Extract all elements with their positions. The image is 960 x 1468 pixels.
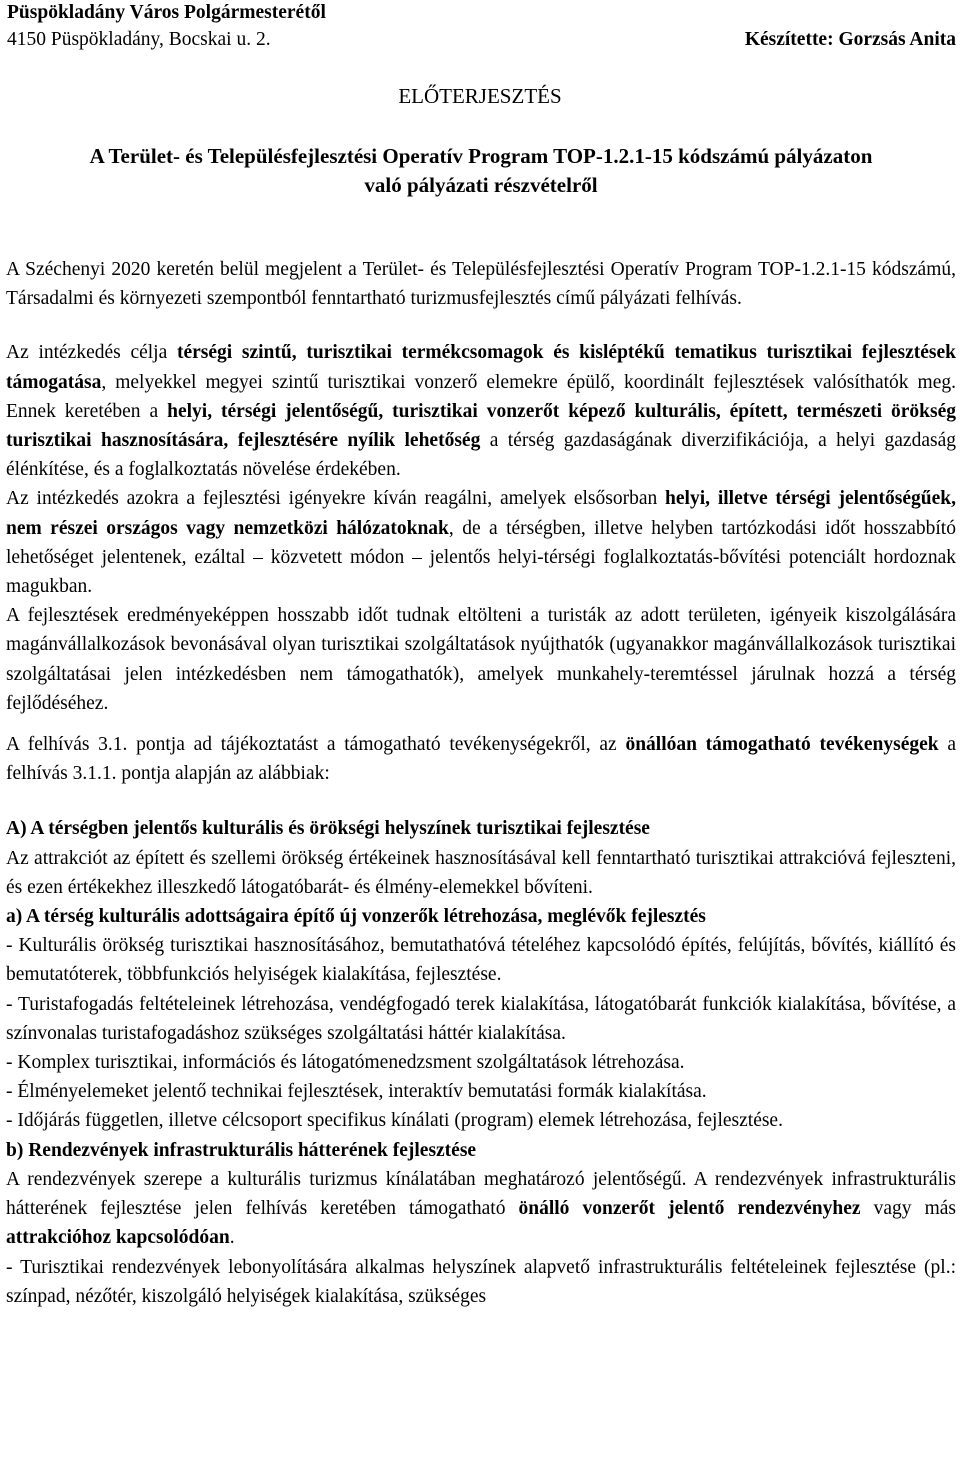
list-item: - Turisztikai rendezvények lebonyolítására alkalmas helyszínek alapvető infrastrukturális feltételeinek fejlesztése (pl.: színpad, nézőtér, kiszolgáló helyiségek kialakítása, szükséges [6, 1256, 956, 1307]
bold-run: helyi, térségi jelentőségű, turisztikai vonzerőt képező kulturális, épített, természeti örökség turisztikai hasznosítására, fejlesztésére nyílik lehetőség [6, 400, 956, 452]
subtitle-line-2: való pályázati részvételről [364, 173, 598, 197]
text-run: A rendezvények szerepe a kulturális turizmus kínálatában meghatározó jelentőségű. A rendezvények infrastrukturális hátterének fejlesztése jelen felhívás keretében támogatható [6, 1168, 956, 1220]
text-run: Az intézkedés azokra a fejlesztési igényekre kíván reagálni, amelyek elsősorban [6, 488, 666, 510]
text-run: vagy más [860, 1198, 956, 1220]
needs-paragraph [6, 484, 956, 601]
subtitle-line-1: A Terület- és Településfejlesztési Operatív Program TOP-1.2.1-15 kódszámú pályázaton [89, 144, 873, 168]
list-item: - Kulturális örökség turisztikai hasznosításához, bemutathatóvá tételéhez kapcsolódó építés, felújítás, bővítés, kiállító és bemutatóterek, többfunkciós helyiségek kialakítása, fejlesztése. [6, 935, 956, 986]
list-item: - Turistafogadás feltételeinek létrehozása, vendégfogadó terek kialakítása, látogatóbarát funkciók kialakítása, bővítése, a színvonalas turistafogadáshoz szükséges szolgáltatási háttér kialakítása. [6, 993, 956, 1044]
section-a-b-heading: b) Rendezvények infrastrukturális hátterének fejlesztése [6, 1139, 477, 1161]
text-run: a térség gazdaságának diverzifikációja, a helyi gazdaság élénkítése, és a foglalkoztatás növelése érdekében. [6, 430, 956, 481]
section-a-a-heading: a) A térség kulturális adottságaira építő új vonzerők létrehozása, meglévők fejlesztés [6, 906, 706, 928]
intro-paragraph: A Széchenyi 2020 keretén belül megjelent a Terület- és Településfejlesztési Operatív Program TOP-1.2.1-15 kódszámú, Társadalmi és környezeti szempontból fenntartható turizmusfejlesztés című pályázati felhívás. [6, 259, 956, 310]
bold-run: önálló vonzerőt jelentő rendezvényhez [518, 1198, 861, 1220]
document-title: ELŐTERJESZTÉS [398, 84, 562, 108]
header-org [7, 0, 956, 26]
document-body [6, 255, 956, 1311]
issuer-name: Püspökladány Város Polgármesterétől [7, 2, 326, 23]
list-item: - Élményelemeket jelentő technikai fejlesztések, interaktív bemutatási formák kialakítása. [6, 1081, 707, 1103]
results-paragraph: A fejlesztések eredményeképpen hosszabb időt tudnak eltölteni a turisták az adott területen, igényeik kiszolgálására magánvállalkozások bevonásával olyan turisztikai szolgáltatások nyújthatók (ugyanakkor magánvállalkozások turisztikai szolgáltatásai jelen intézkedésben nem támogathatók), amelyek munkahely-teremtéssel járulnak hozzá a térség fejlődéséhez. [6, 605, 956, 714]
section-a-heading: A) A térségben jelentős kulturális és örökségi helyszínek turisztikai fejlesztése [6, 818, 650, 840]
bold-run: önállóan támogatható tevékenységek [625, 734, 939, 756]
document-subtitle [6, 142, 956, 200]
text-run: Az intézkedés célja [6, 342, 177, 364]
text-run: a felhívás 3.1.1. pontja alapján az alábbiak: [6, 734, 956, 785]
header-address-row [7, 27, 956, 53]
issuer-address: 4150 Püspökladány, Bocskai u. 2. [7, 29, 271, 50]
text-run: A felhívás 3.1. pontja ad tájékoztatást a támogatható tevékenységekről, az [6, 734, 626, 756]
activities-paragraph [6, 730, 956, 788]
bold-run: attrakcióhoz kapcsolódóan [6, 1227, 230, 1249]
text-run: , de a térségben, illetve helyben tartózkodási időt hosszabbító lehetőséget jelentenek, ezáltal – közvetett módon – jelentős helyi-térségi foglalkoztatás-bővítési potenciált hordoznak magukban. [6, 517, 956, 598]
goal-paragraph [6, 338, 956, 484]
section-a-text: Az attrakciót az épített és szellemi örökség értékeinek hasznosításával kell fenntartható turisztikai attrakcióvá fejleszteni, és ezen értékekhez illeszkedő látogatóbarát- és élmény-elemekkel bővíteni. [6, 847, 956, 898]
bold-run: térségi szintű, turisztikai termékcsomagok és kisléptékű tematikus turisztikai fejlesztések támogatása [6, 342, 956, 393]
events-paragraph [6, 1165, 956, 1253]
author-credit: Készítette: Gorzsás Anita [744, 29, 956, 50]
text-run: , melyekkel megyei szintű turisztikai vonzerő elemekre épülő, koordinált fejlesztések valósíthatók meg. Ennek keretében a [6, 371, 956, 422]
text-run: . [229, 1227, 235, 1249]
list-item: - Komplex turisztikai, információs és látogatómenedzsment szolgáltatások létrehozása. [6, 1052, 685, 1074]
list-item: - Időjárás független, illetve célcsoport specifikus kínálati (program) elemek létrehozása, fejlesztése. [6, 1110, 783, 1132]
bold-run: helyi, illetve térségi jelentőségűek, nem részei országos vagy nemzetközi hálózatoknak [6, 488, 956, 539]
